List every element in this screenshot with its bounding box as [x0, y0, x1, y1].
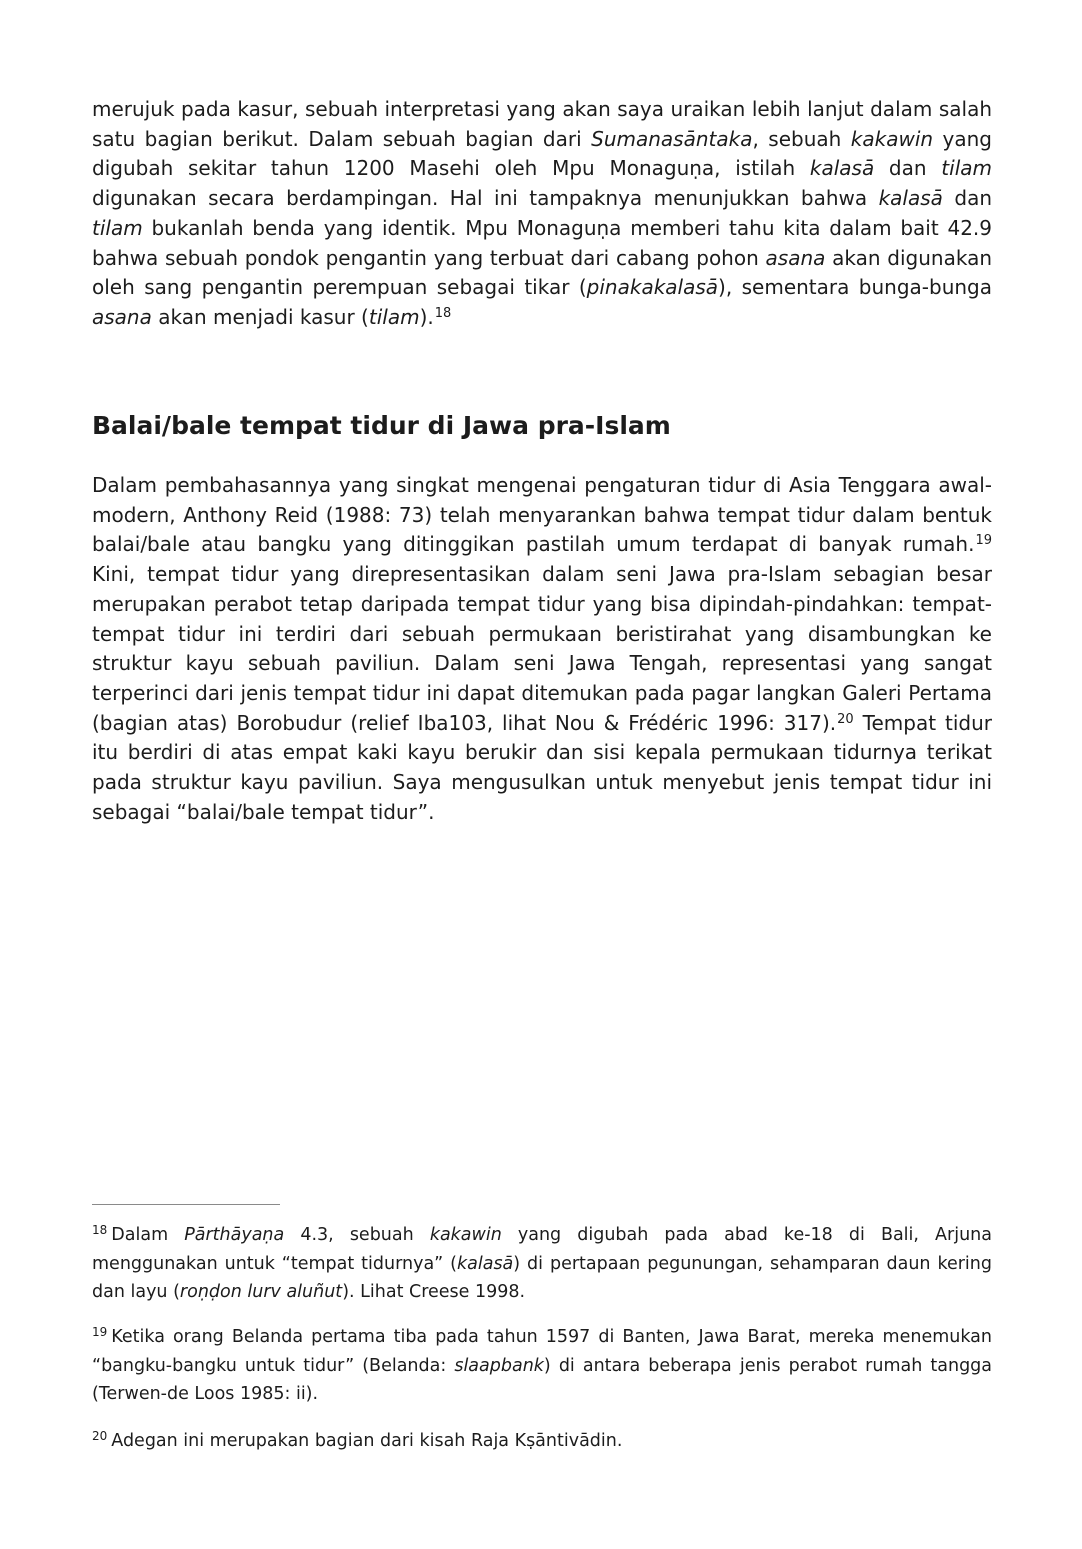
- italic-term: Pārthāyaṇa: [184, 1225, 285, 1245]
- footnote-20: [92, 1427, 992, 1456]
- footnote-number: 20: [92, 1429, 108, 1443]
- italic-term: kalasā: [878, 186, 943, 211]
- italic-term: roṇḍon lurv aluñut: [179, 1282, 343, 1302]
- text-run: ), sementara bunga-bunga: [718, 275, 992, 300]
- section-heading: Balai/bale tempat tidur di Jawa pra-Islam: [92, 411, 671, 440]
- footnote-19: [92, 1323, 992, 1409]
- body-paragraph-2: [92, 471, 992, 827]
- text-run: Ketika orang Belanda pertama tiba pada tahun 1597 di Banten, Jawa Barat, mereka menemukan “bangku-bangku untuk tidur” (Belanda:: [92, 1327, 992, 1376]
- text-run: ).: [419, 304, 434, 329]
- text-run: ) di pertapaan pegunungan, sehamparan daun kering dan layu (: [92, 1253, 992, 1302]
- italic-term: kakawin: [429, 1225, 502, 1245]
- italic-term: slaapbank: [454, 1355, 544, 1376]
- text-run: Kini, tempat tidur yang direpresentasikan dalam seni Jawa pra-Islam sebagian besar merupakan perabot tetap daripada tempat tidur yang bisa dipindah-pindahkan: tempat-tempat tidur ini terdiri dari sebuah permukaan beristirahat yang disambungkan ke struktur kayu sebuah paviliun. Dalam seni Jawa Tengah, representasi yang sangat terperinci dari jenis tempat tidur ini dapat ditemukan pada pagar langkan Galeri Pertama (bagian atas) Borobudur (relief Iba103, lihat Nou & Frédéric 1996: 317).: [92, 562, 992, 735]
- text-run: bukanlah benda yang identik. Mpu Monaguṇa memberi tahu kita dalam bait 42.9 bahwa sebuah pondok pengantin yang terbuat dari cabang pohon: [92, 215, 992, 270]
- footnote-number: 19: [92, 1325, 108, 1339]
- italic-term: kalasā: [809, 156, 875, 181]
- footnote-divider: [92, 1204, 280, 1205]
- text-run: 4.3, sebuah: [284, 1225, 430, 1245]
- body-paragraph-1: [92, 95, 992, 333]
- italic-term: tilam: [941, 156, 992, 181]
- italic-term: asana: [765, 245, 826, 270]
- text-run: Dalam pembahasannya yang singkat mengenai pengaturan tidur di Asia Tenggara awal-modern, Anthony Reid (1988: 73) telah menyarankan bahwa tempat tidur dalam bentuk balai/bale atau bangku yang ditinggikan pastilah umum terdapat di banyak rumah.: [92, 473, 992, 557]
- text-run: Tempat tidur itu berdiri di atas empat kaki kayu berukir dan sisi kepala permukaan tidurnya terikat pada struktur kayu paviliun. Saya mengusulkan untuk menyebut jenis tempat tidur ini sebagai “balai/bale tempat tidur”.: [92, 710, 993, 824]
- text-run: dan: [942, 186, 993, 211]
- text-run: , sebuah: [752, 126, 851, 151]
- text-run: yang digubah sekitar tahun 1200 Masehi oleh Mpu Monaguṇa, istilah: [92, 126, 992, 181]
- italic-term: tilam: [368, 304, 420, 329]
- italic-term: Sumanasāntaka: [591, 126, 753, 151]
- footnote-reference[interactable]: 18: [434, 305, 452, 321]
- text-run: dan: [874, 156, 942, 181]
- italic-term: asana: [92, 304, 152, 329]
- text-run: ). Lihat Creese 1998.: [342, 1282, 526, 1302]
- italic-term: kalasā: [457, 1253, 514, 1274]
- text-run: digunakan secara berdampingan. Hal ini tampaknya menunjukkan bahwa: [92, 186, 879, 211]
- text-run: akan menjadi kasur (: [151, 304, 369, 329]
- text-run: merujuk pada kasur, sebuah interpretasi yang akan saya uraikan lebih lanjut dalam salah satu bagian berikut. Dalam sebuah bagian dari: [92, 97, 992, 151]
- text-run: Dalam: [111, 1225, 185, 1245]
- footnote-reference[interactable]: 19: [975, 533, 992, 549]
- text-run: akan digunakan oleh sang pengantin perempuan sebagai tikar (: [92, 245, 992, 300]
- text-run: Adegan ini merupakan bagian dari kisah Raja Kṣāntivādin.: [111, 1431, 623, 1451]
- footnote-number: 18: [92, 1223, 108, 1237]
- footnote-reference[interactable]: 20: [837, 711, 854, 727]
- italic-term: pinakakalasā: [586, 275, 719, 300]
- italic-term: kakawin: [850, 126, 934, 151]
- text-run: yang digubah pada abad ke-18 di Bali, Arjuna menggunakan untuk “tempat tidurnya” (: [92, 1225, 992, 1274]
- italic-term: tilam: [92, 215, 143, 240]
- footnote-18: [92, 1221, 992, 1307]
- text-run: ) di antara beberapa jenis perabot rumah tangga (Terwen-de Loos 1985: ii).: [92, 1355, 993, 1404]
